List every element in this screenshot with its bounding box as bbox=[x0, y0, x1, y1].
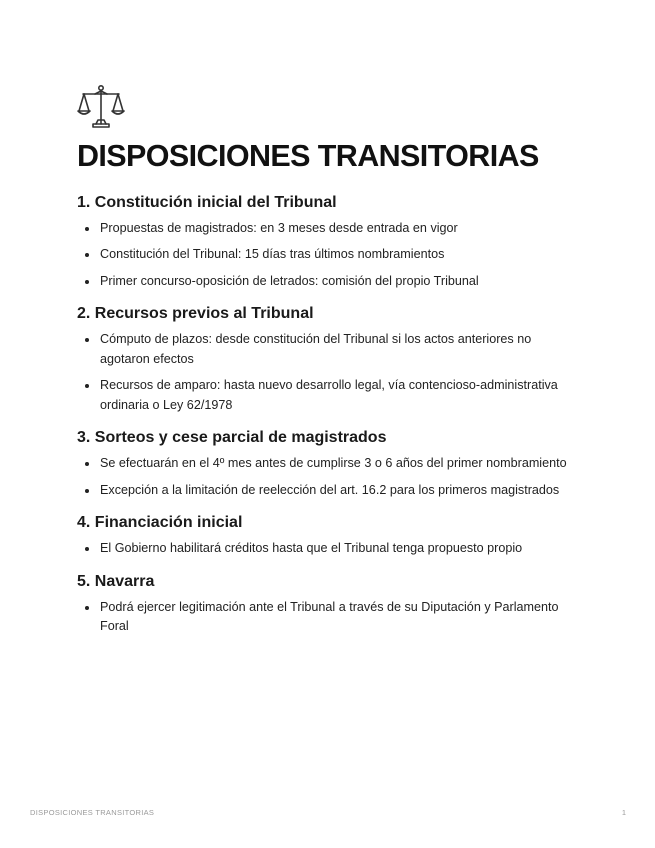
list-item: Podrá ejercer legitimación ante el Tribunal a través de su Diputación y Parlamento Foral bbox=[77, 598, 577, 637]
list-item: Se efectuarán en el 4º mes antes de cumplirse 3 o 6 años del primer nombramiento bbox=[77, 454, 577, 474]
page-title: DISPOSICIONES TRANSITORIAS bbox=[77, 139, 539, 173]
section-heading: 1. Constitución inicial del Tribunal bbox=[77, 193, 337, 211]
list-item: Constitución del Tribunal: 15 días tras últimos nombramientos bbox=[77, 245, 577, 265]
section-recursos bbox=[77, 304, 577, 415]
list-item: El Gobierno habilitará créditos hasta que el Tribunal tenga propuesto propio bbox=[77, 539, 577, 559]
bullet-list bbox=[77, 219, 577, 292]
bullet-list bbox=[77, 539, 577, 559]
section-sorteos bbox=[77, 428, 577, 500]
list-item: Recursos de amparo: hasta nuevo desarrollo legal, vía contencioso-administrativa ordinaria o Ley 62/1978 bbox=[77, 376, 577, 415]
footer-label: DISPOSICIONES TRANSITORIAS bbox=[30, 808, 155, 817]
section-navarra bbox=[77, 572, 577, 637]
list-item: Primer concurso-oposición de letrados: comisión del propio Tribunal bbox=[77, 272, 577, 292]
bullet-list bbox=[77, 330, 577, 415]
section-heading: 3. Sorteos y cese parcial de magistrados bbox=[77, 429, 387, 447]
section-heading: 5. Navarra bbox=[77, 572, 155, 590]
section-financiacion bbox=[77, 513, 577, 559]
section-heading: 4. Financiación inicial bbox=[77, 514, 243, 532]
document-content bbox=[77, 84, 577, 637]
scales-of-justice-icon bbox=[77, 84, 125, 130]
bullet-list bbox=[77, 598, 577, 637]
bullet-list bbox=[77, 454, 577, 500]
list-item: Propuestas de magistrados: en 3 meses desde entrada en vigor bbox=[77, 219, 577, 239]
list-item: Cómputo de plazos: desde constitución del Tribunal si los actos anteriores no agotaron efectos bbox=[77, 330, 577, 369]
list-item: Excepción a la limitación de reelección del art. 16.2 para los primeros magistrados bbox=[77, 481, 577, 501]
section-constitucion bbox=[77, 193, 577, 292]
section-heading: 2. Recursos previos al Tribunal bbox=[77, 305, 314, 323]
page-number: 1 bbox=[621, 808, 626, 817]
